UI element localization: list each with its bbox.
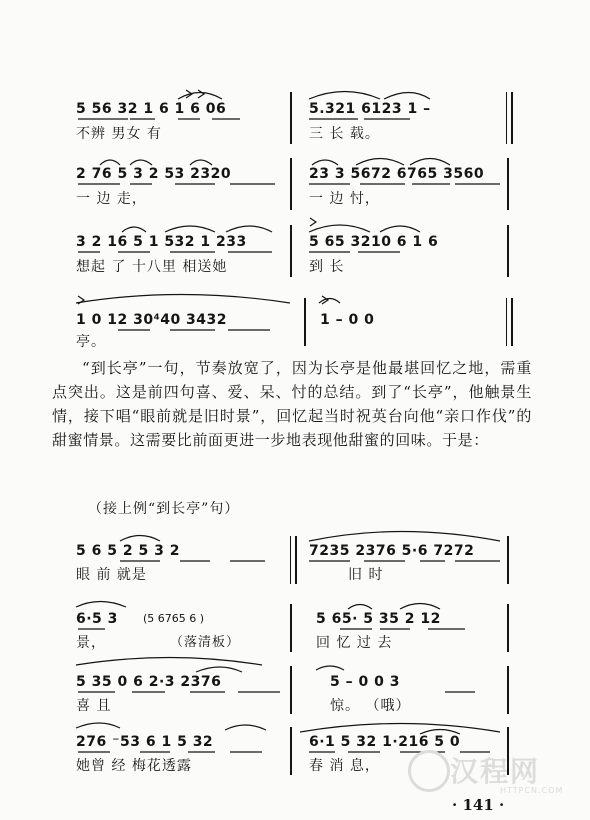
watermark-brand: 汉程网 [450, 755, 541, 788]
example-title: （接上例“到长亭”句） [88, 501, 240, 517]
notes-b2-r1-left: 5 6 5 2 5 3 2 [76, 543, 180, 559]
notes-b2-r3-right: 5 – 0 0 3 [330, 674, 400, 690]
lyrics-b2-r2-right: 回 忆 过 去 [316, 635, 393, 651]
notes-b1-r3-left: 3 2 16 5 1 532 1 233 [76, 234, 247, 250]
notes-b2-r4-right: 6·1 5 32 1·216 5 0 [309, 734, 461, 750]
notes-b2-r2-small: (5 6765 6 ) [143, 612, 205, 625]
notes-b2-r3-left: 5 35 0 6 2·3 2376 [76, 674, 222, 690]
notes-b2-r2-right: 5 65· 5 35 2 12 [316, 611, 441, 627]
notes-b2-r4-left: 276 ⁻53 6 1 5 32 [76, 734, 214, 750]
notes-b1-r2-left: 2 76 5 3 2 53 2320 [76, 166, 232, 182]
lyrics-b2-r4-right: 春 消 息， [309, 758, 380, 774]
lyrics-b2-r1-left: 眼 前 就是 [76, 567, 147, 583]
lyrics-b1-r1-right: 三 长 载。 [309, 126, 380, 142]
lyrics-b1-r1-left: 不辨 男女 有 [76, 126, 162, 142]
lyrics-b2-r1-right: 旧 时 [348, 567, 384, 583]
lyrics-b1-r2-left: 一 边 走， [76, 191, 147, 207]
lyrics-b2-r3-right: 惊。 （哦） [330, 698, 411, 714]
notes-b1-r2-right: 23 3 5672 6765 3560 [309, 166, 485, 182]
lyrics-b1-r4-left: 亭。 [76, 334, 106, 350]
watermark-logo-icon [408, 750, 450, 792]
lyrics-b1-r3-right: 到 长 [309, 259, 345, 275]
notes-b1-r4-left: 1 0 12 30⁴40 3432 [76, 312, 228, 328]
lyrics-b2-r4-left: 她曾 经 梅花透露 [76, 758, 192, 774]
notes-b1-r3-right: 5 65 3210 6 1 6 [309, 234, 439, 250]
notes-b1-r4-right: 1 – 0 0 [320, 312, 375, 328]
lyrics-b2-r3-left: 喜 且 [76, 698, 112, 714]
watermark-url: HTTPCN.COM [500, 786, 564, 795]
lyrics-b1-r2-right: 一 边 忖， [309, 191, 380, 207]
notes-b1-r1-left: 5 56 32 1 6 1 6 06 [76, 101, 227, 117]
notes-b2-r2-left: 6·5 3 [76, 611, 118, 627]
page-number: · 141 · [452, 796, 505, 814]
notes-b2-r1-right: 7235 2376 5·6 7272 [309, 543, 475, 559]
paragraph-text: “到长亭”一句，节奏放宽了，因为长亭是他最堪回忆之地，需重点突出。这是前四句喜、爱、呆、忖的总结。到了“长亭”，他触景生情，接下唱“眼前就是旧时景”，回忆起当时祝英台向他“亲口作伐”的甜蜜情景。这需要比前面更进一步地表现他甜蜜的回味。于是： [52, 359, 532, 449]
notes-b1-r1-right: 5.321 6123 1 – [309, 101, 431, 117]
lyrics-b2-r2-left: 景， [76, 635, 106, 651]
lyrics-b2-r2-small: （落清板） [170, 635, 241, 650]
lyrics-b1-r3-left: 想起 了 十八里 相送她 [76, 259, 228, 275]
